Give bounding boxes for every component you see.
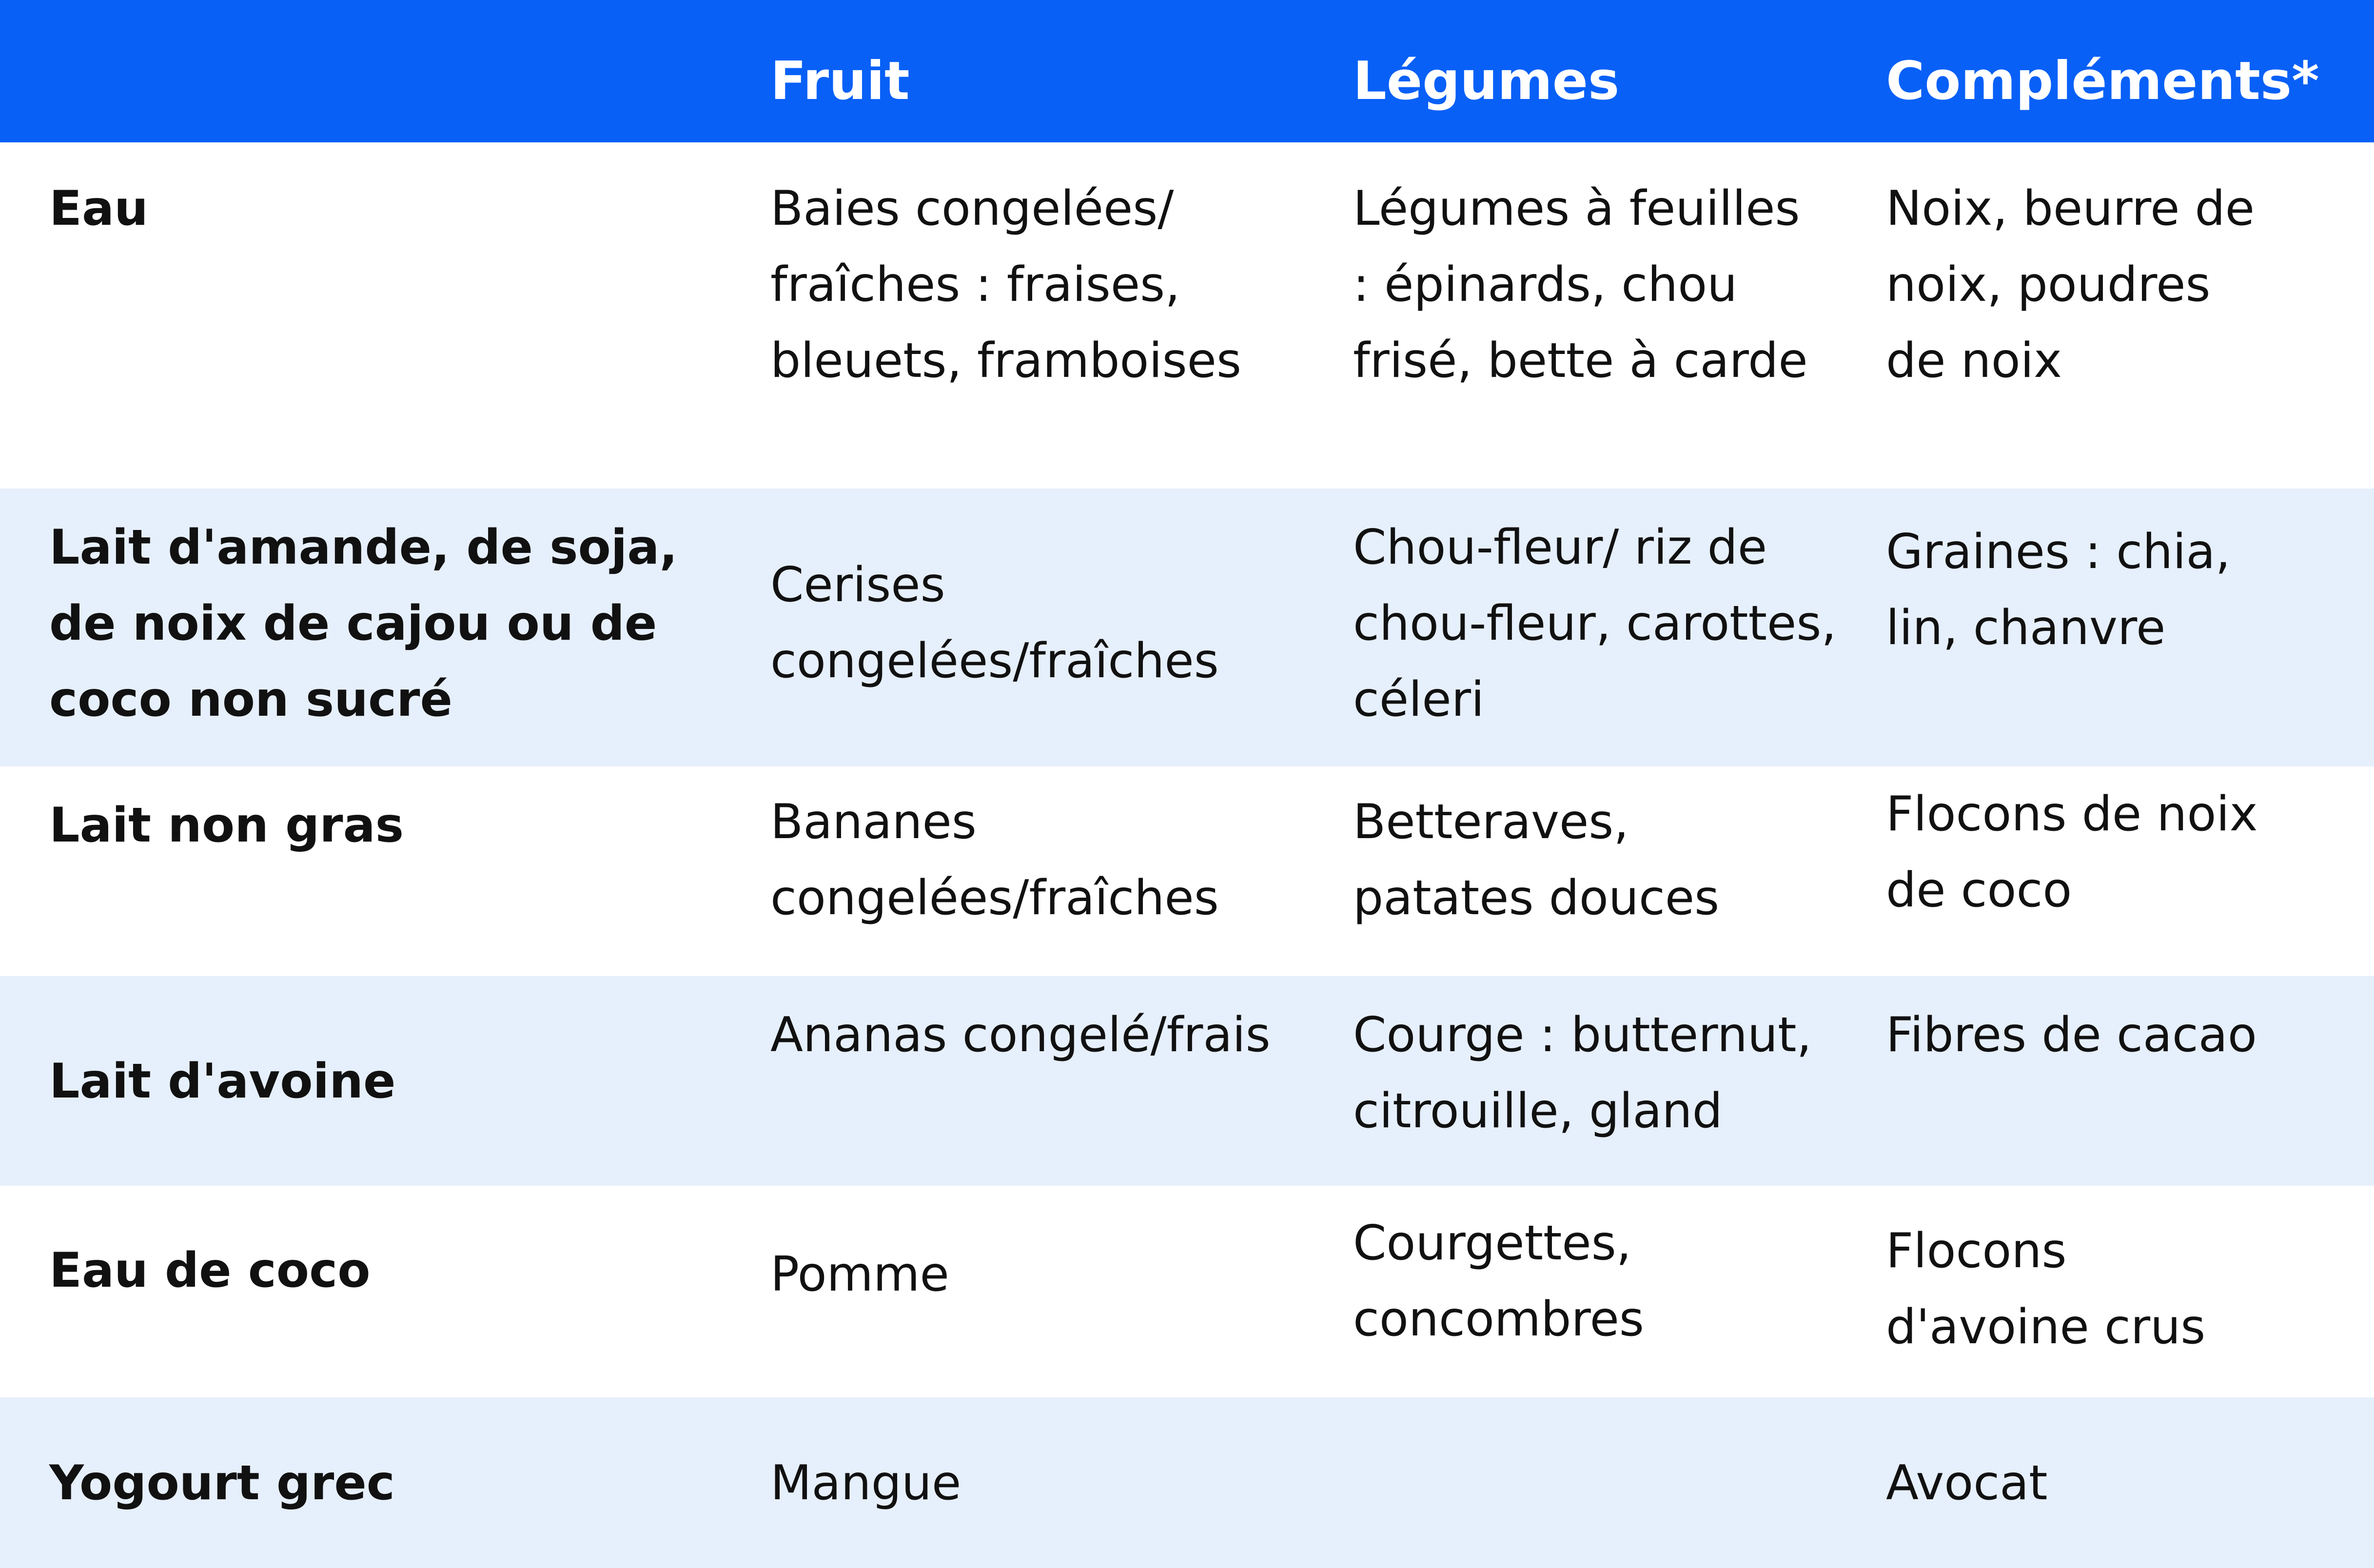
header-cell-legumes: Légumes	[1353, 51, 1620, 112]
table-row	[0, 976, 2374, 1186]
legumes-cell: Courgettes, concombres	[1353, 1215, 1644, 1347]
complements-cell: Noix, beurre de noix, poudres de noix	[1886, 181, 2255, 389]
table-row	[0, 489, 2374, 766]
header-cell-fruit: Fruit	[770, 51, 910, 112]
legumes-cell: Chou-fleur/ riz de chou-fleur, carottes, céleri	[1353, 520, 1837, 727]
legumes-cell: Légumes à feuilles : épinards, chou frisé, bette à carde	[1353, 181, 1808, 389]
row-label: Lait d'amande, de soja, de noix de cajou ou de coco non sucré	[49, 520, 678, 727]
complements-cell: Fibres de cacao	[1886, 1007, 2257, 1063]
legumes-cell: Courge : butternut, citrouille, gland	[1353, 1007, 1812, 1139]
fruit-cell: Ananas congelé/frais	[770, 1007, 1271, 1063]
legumes-cell: Betteraves, patates douces	[1353, 794, 1720, 926]
row-label: Eau de coco	[49, 1243, 371, 1298]
complements-cell: Flocons d'avoine crus	[1886, 1223, 2206, 1355]
row-label: Eau	[49, 181, 148, 236]
fruit-cell: Mangue	[770, 1455, 961, 1511]
complements-cell: Graines : chia, lin, chanvre	[1886, 524, 2231, 656]
row-label: Yogourt grec	[49, 1455, 395, 1511]
fruit-cell: Bananes congelées/fraîches	[770, 794, 1219, 926]
fruit-cell: Baies congelées/ fraîches : fraises, bleuets, framboises	[770, 181, 1242, 389]
row-label: Lait non gras	[49, 798, 404, 853]
table-row	[0, 1397, 2374, 1568]
row-label: Lait d'avoine	[49, 1054, 396, 1109]
table-row	[0, 1186, 2374, 1397]
table-row	[0, 142, 2374, 489]
fruit-cell: Cerises congelées/fraîches	[770, 557, 1219, 689]
table-row	[0, 766, 2374, 976]
header-cell-complements: Compléments*	[1886, 51, 2319, 112]
complements-cell: Flocons de noix de coco	[1886, 786, 2258, 918]
complements-cell: Avocat	[1886, 1455, 2048, 1511]
fruit-cell: Pomme	[770, 1247, 949, 1302]
table-header	[0, 0, 2374, 142]
